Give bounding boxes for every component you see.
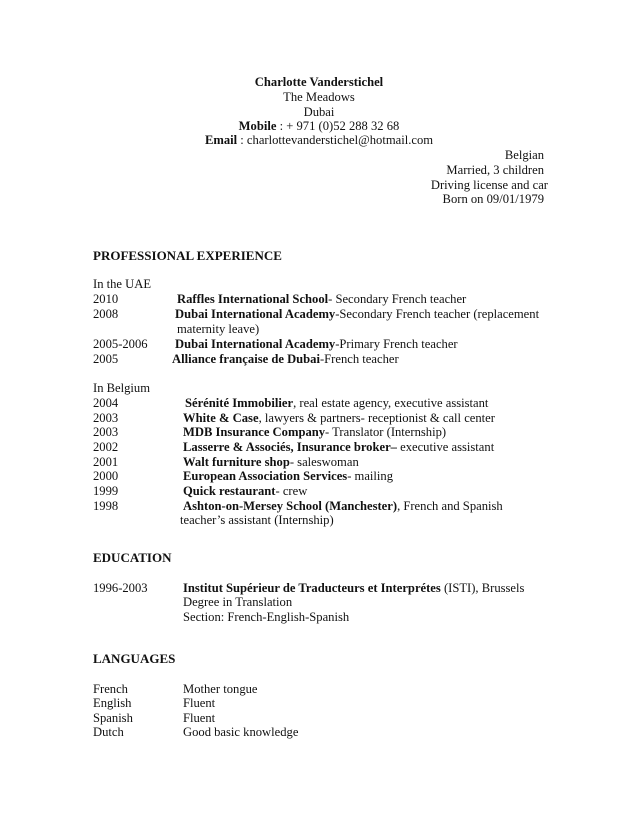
job-entry-continuation xyxy=(93,322,553,337)
job-entry xyxy=(93,396,553,411)
education-institution-line xyxy=(183,581,524,596)
job-employer: Ashton-on-Mersey School (Manchester) xyxy=(183,499,398,513)
job-role: executive assistant xyxy=(396,440,495,454)
job-employer: Walt furniture shop xyxy=(183,455,290,469)
job-year: 2003 xyxy=(93,411,119,425)
job-entry xyxy=(93,411,553,426)
job-role-continuation: maternity leave) xyxy=(177,322,260,336)
job-employer: MDB Insurance Company xyxy=(183,425,326,439)
job-role-continuation: teacher’s assistant (Internship) xyxy=(180,513,334,527)
education-entry xyxy=(93,581,553,596)
language-row xyxy=(93,682,553,697)
job-year: 2005 xyxy=(93,352,119,366)
job-year: 2004 xyxy=(93,396,119,410)
job-role: -Secondary French teacher (replacement xyxy=(335,307,540,321)
language-name: Spanish xyxy=(93,711,133,725)
language-name: English xyxy=(93,696,132,710)
job-employer: Dubai International Academy xyxy=(175,307,336,321)
language-row xyxy=(93,725,553,740)
education-heading: EDUCATION xyxy=(93,550,172,565)
language-name: French xyxy=(93,682,128,696)
job-entry xyxy=(93,337,553,352)
language-row xyxy=(93,711,553,726)
job-employer: Raffles International School xyxy=(177,292,329,306)
job-role: - mailing xyxy=(347,469,394,483)
job-role: -French teacher xyxy=(319,352,399,366)
education-section-row xyxy=(93,610,553,625)
job-year: 2010 xyxy=(93,292,119,306)
job-year: 2005-2006 xyxy=(93,337,148,351)
mobile-label: Mobile xyxy=(238,119,277,133)
mobile-value: : + 971 (0)52 288 32 68 xyxy=(276,119,400,133)
job-entry xyxy=(93,440,553,455)
job-description xyxy=(175,307,539,322)
job-entry xyxy=(93,484,553,499)
birth-date: Born on 09/01/1979 xyxy=(442,192,544,206)
language-row xyxy=(93,696,553,711)
job-role: -Primary French teacher xyxy=(335,337,458,351)
job-entry-continuation xyxy=(93,513,553,528)
job-employer: Dubai International Academy xyxy=(175,337,336,351)
job-year: 2002 xyxy=(93,440,119,454)
language-level: Good basic knowledge xyxy=(183,725,299,739)
job-year: 2008 xyxy=(93,307,119,321)
mobile-line xyxy=(0,119,638,134)
languages-heading: LANGUAGES xyxy=(93,651,176,666)
job-role: , lawyers & partners- receptionist & call center xyxy=(258,411,495,425)
belgium-label: In Belgium xyxy=(93,381,151,395)
language-name: Dutch xyxy=(93,725,124,739)
experience-heading: PROFESSIONAL EXPERIENCE xyxy=(93,248,282,263)
language-level: Mother tongue xyxy=(183,682,258,696)
email-value: : charlottevanderstichel@hotmail.com xyxy=(237,133,434,147)
job-role: - saleswoman xyxy=(289,455,359,469)
email-label: Email xyxy=(204,133,238,147)
language-level: Fluent xyxy=(183,696,216,710)
candidate-name: Charlotte Vanderstichel xyxy=(254,75,384,89)
job-role: - crew xyxy=(275,484,308,498)
driving-license: Driving license and car xyxy=(430,178,548,192)
education-years: 1996-2003 xyxy=(93,581,148,595)
job-employer: White & Case xyxy=(183,411,259,425)
job-description xyxy=(183,499,503,514)
job-year: 2000 xyxy=(93,469,119,483)
job-description xyxy=(183,425,446,440)
job-description xyxy=(185,396,488,411)
job-role: - Secondary French teacher xyxy=(328,292,467,306)
job-entry xyxy=(93,469,553,484)
job-description xyxy=(183,469,393,484)
job-entry xyxy=(93,425,553,440)
job-entry xyxy=(93,352,553,367)
job-year: 2001 xyxy=(93,455,119,469)
job-employer: Alliance française de Dubai xyxy=(172,352,320,366)
job-entry xyxy=(93,307,553,322)
job-role: , real estate agency, executive assistant xyxy=(293,396,489,410)
email-line xyxy=(0,133,638,148)
job-description xyxy=(183,411,495,426)
education-section: Section: French-English-Spanish xyxy=(183,610,350,624)
education-location: (ISTI), Brussels xyxy=(440,581,525,595)
education-degree: Degree in Translation xyxy=(183,595,293,609)
job-description xyxy=(183,484,307,499)
education-degree-row xyxy=(93,595,553,610)
job-year: 2003 xyxy=(93,425,119,439)
job-employer: European Association Services xyxy=(183,469,348,483)
job-employer: Lasserre & Associés, Insurance broker– xyxy=(183,440,397,454)
job-role: , French and Spanish xyxy=(397,499,503,513)
address-line-1: The Meadows xyxy=(283,90,355,104)
marital-status: Married, 3 children xyxy=(446,163,544,177)
job-description xyxy=(177,292,466,307)
job-entry xyxy=(93,455,553,470)
education-institution: Institut Supérieur de Traducteurs et Interprétes xyxy=(183,581,441,595)
job-entry xyxy=(93,292,553,307)
job-year: 1999 xyxy=(93,484,119,498)
job-description xyxy=(172,352,399,367)
uae-label: In the UAE xyxy=(93,277,152,291)
job-description xyxy=(175,337,458,352)
language-level: Fluent xyxy=(183,711,216,725)
job-role: - Translator (Internship) xyxy=(325,425,447,439)
job-entry xyxy=(93,499,553,514)
address-line-2: Dubai xyxy=(303,105,335,119)
job-employer: Quick restaurant xyxy=(183,484,276,498)
nationality: Belgian xyxy=(504,148,544,162)
job-employer: Sérénité Immobilier xyxy=(185,396,294,410)
job-description xyxy=(183,440,494,455)
job-year: 1998 xyxy=(93,499,119,513)
job-description xyxy=(183,455,359,470)
